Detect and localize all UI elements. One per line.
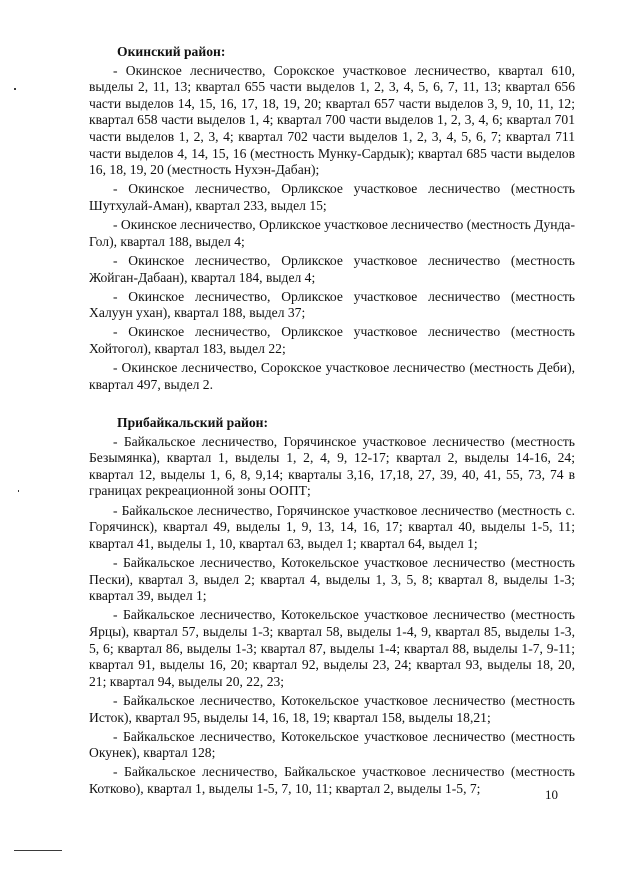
paragraph: - Окинское лесничество, Орликское участковое лесничество (местность Шутхулай-Аман), квартал 233, выдел 15; — [89, 181, 575, 213]
paragraph: - Байкальское лесничество, Котокельское участковое лесничество (местность Ярцы), квартал 57, выделы 1-3; квартал 58, выделы 1-4, 9, квартал 85, выделы 1-3, 5, 6; квартал 86, выделы 1-3; квартал 87, выделы 1-4; квартал 88, выделы 1-7, 9-11; квартал 91, выделы 16, 20; квартал 92, выделы 23, 24; квартал 93, выделы 18, 20, 21; квартал 94, выделы 20, 22, 23; — [89, 607, 575, 689]
scan-mark-top — [14, 88, 16, 90]
paragraph: - Окинское лесничество, Орликское участковое лесничество (местность Халуун ухан), квартал 188, выдел 37; — [89, 288, 575, 321]
paragraph: - Байкальское лесничество, Котокельское участковое лесничество (местность Пески), квартал 3, выдел 2; квартал 4, выделы 1, 3, 5, 8; квартал 8, выделы 1-3; квартал 39, выдел 1; — [89, 554, 575, 604]
scan-mark-middle — [18, 490, 19, 492]
paragraph: - Байкальское лесничество, Горячинское участковое лесничество (местность с. Горячинск), квартал 49, выделы 1, 9, 13, 14, 16, 17; квартал 40, выделы 1-5, 11; квартал 41, выделы 1, 10, квартал 63, выдел 1; квартал 64, выдел 1; — [89, 502, 575, 551]
paragraph: - Окинское лесничество, Сорокское участковое лесничество, квартал 610, выделы 2, 11, 13; квартал 655 части выделов 1, 2, 3, 4, 5, 6, 7, 11, 13; квартал 656 части выделов 14, 15, 16, 17, 18, 19, 20; квартал 657 части выделов 3, 9, 10, 11, 12; квартал 658 части выделов 1, 4; квартал 700 части выделов 1, 2, 3, 4, 6; квартал 701 части выделов 1, 2, 3, 4; квартал 702 части выделов 1, 2, 3, 4, 5, 6, 7; квартал 711 части выделов 4, 14, 15, 16 (местность Мунку-Сардык); квартал 685 части выделов 16, 18, 19, 20 (местность Нухэн-Дабан); — [89, 62, 575, 178]
document-page — [89, 44, 575, 800]
paragraph: - Окинское лесничество, Орликское участковое лесничество (местность Дунда-Гол), квартал 188, выдел 4; — [89, 217, 575, 249]
section-gap — [89, 396, 575, 415]
paragraph: - Байкальское лесничество, Котокельское участковое лесничество (местность Окунек), квартал 128; — [89, 728, 575, 761]
paragraph: - Окинское лесничество, Орликское участковое лесничество (местность Хойтогол), квартал 183, выдел 22; — [89, 324, 575, 357]
paragraph: - Окинское лесничество, Орликское участковое лесничество (местность Жойган-Дабаан), квартал 184, выдел 4; — [89, 252, 575, 285]
paragraph: - Байкальское лесничество, Байкальское участковое лесничество (местность Котково), квартал 1, выделы 1-5, 7, 10, 11; квартал 2, выделы 1-5, 7; — [89, 764, 575, 797]
paragraph: - Байкальское лесничество, Котокельское участковое лесничество (местность Исток), квартал 95, выделы 14, 16, 18, 19; квартал 158, выделы 18,21; — [89, 692, 575, 725]
page-number: 10 — [545, 787, 558, 802]
section-okinsky — [89, 44, 575, 393]
section-heading: Окинский район: — [117, 44, 226, 59]
paragraph: - Байкальское лесничество, Горячинское участковое лесничество (местность Безымянка), квартал 1, выделы 1, 2, 4, 9, 12-17; квартал 2, выделы 14-16, 24; квартал 12, выделы 1, 6, 8, 9,14; кварталы 3,16, 17,18, 27, 39, 40, 41, 55, 73, 74 в границах рекреационной зоны ООПТ; — [89, 433, 575, 499]
section-heading: Прибайкальский район: — [117, 415, 269, 431]
scan-mark-line — [14, 850, 62, 851]
paragraph: - Окинское лесничество, Сорокское участковое лесничество (местность Деби), квартал 497, выдел 2. — [89, 360, 575, 392]
section-pribaikalsky — [89, 415, 575, 798]
